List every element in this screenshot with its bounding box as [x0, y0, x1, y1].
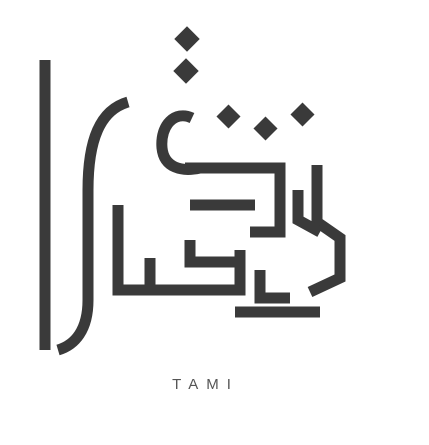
diamond-dot-icon — [216, 104, 240, 128]
inner-box — [190, 240, 240, 262]
diamond-dot-icon — [173, 58, 198, 83]
diamond-dot-icon — [290, 102, 314, 126]
diamond-dot-icon — [253, 116, 277, 140]
lower-u-shape — [118, 205, 240, 290]
brand-wordmark: TAMI — [172, 376, 239, 393]
diamond-dot-icon — [174, 26, 199, 51]
round-loop — [162, 116, 200, 170]
base-riser — [260, 270, 290, 298]
